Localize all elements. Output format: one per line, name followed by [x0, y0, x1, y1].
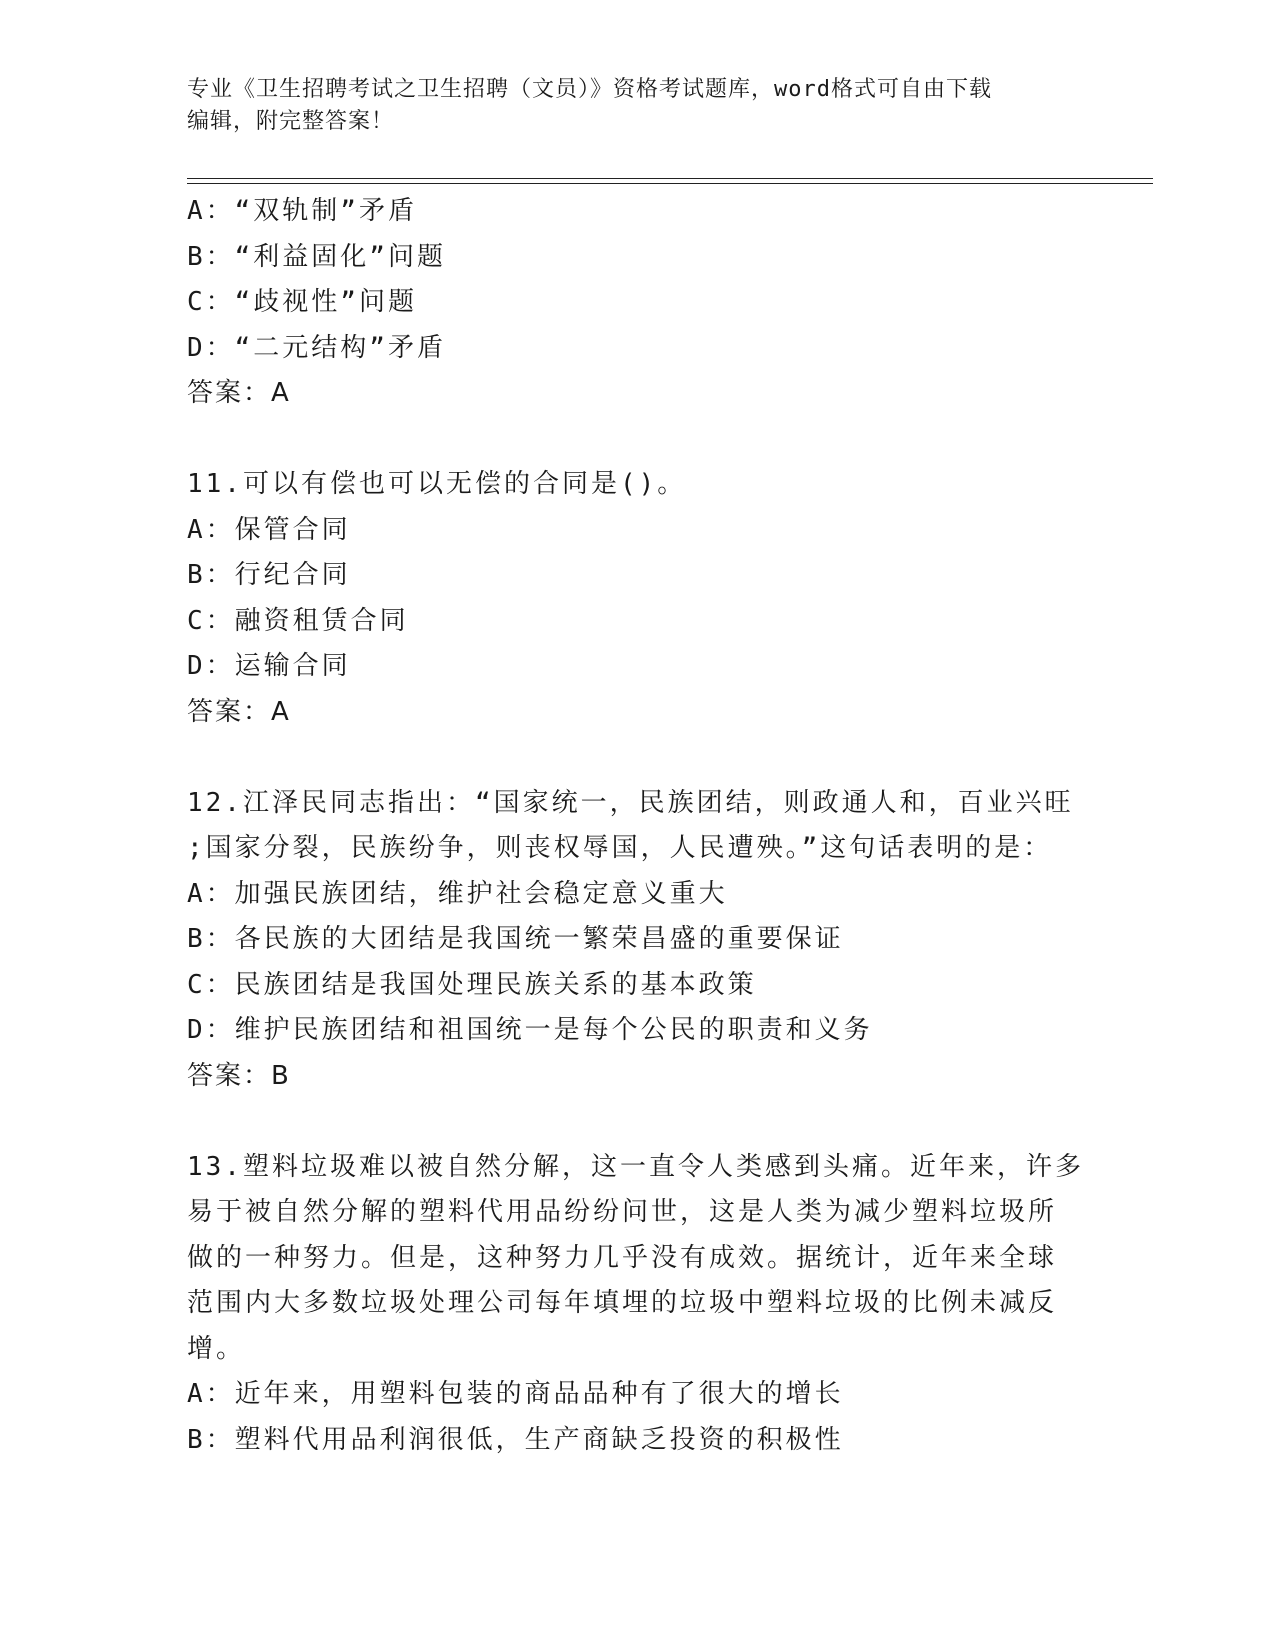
- question-stem-line: 11.可以有偿也可以无偿的合同是()。: [187, 469, 687, 499]
- question-stem-line: 易于被自然分解的塑料代用品纷纷问世，这是人类为减少塑料垃圾所: [187, 1197, 1058, 1227]
- option-c: C：融资租赁合同: [187, 605, 409, 636]
- question-13: [187, 1145, 1087, 1464]
- header-divider: [187, 178, 1153, 184]
- question-stem-line: 12.江泽民同志指出：“国家统一，民族团结，则政通人和，百业兴旺: [187, 787, 1074, 818]
- option-a: A：保管合同: [187, 514, 351, 545]
- question-stem-line: 增。: [187, 1333, 246, 1364]
- question-stem-line: ;国家分裂，民族纷争，则丧权辱国，人民遭殃。”这句话表明的是：: [187, 833, 1053, 863]
- question-stem-line: 范围内大多数垃圾处理公司每年填埋的垃圾中塑料垃圾的比例未减反: [187, 1288, 1058, 1318]
- question-stem-line: 13.塑料垃圾难以被自然分解，这一直令人类感到头痛。近年来，许多: [187, 1151, 1084, 1182]
- option-c: C：“歧视性”问题: [187, 287, 417, 317]
- option-c: C：民族团结是我国处理民族关系的基本政策: [187, 969, 757, 1000]
- option-a: A：“双轨制”矛盾: [187, 196, 417, 226]
- question-list: [187, 189, 1087, 1463]
- option-a: A：近年来，用塑料包装的商品品种有了很大的增长: [187, 1379, 844, 1409]
- answer-label: 答案：A: [187, 378, 291, 408]
- question-10: [187, 189, 1087, 417]
- option-b: B：行纪合同: [187, 560, 351, 590]
- document-header: [187, 74, 1087, 138]
- question-11: [187, 462, 1087, 735]
- answer-label: 答案：A: [187, 696, 291, 727]
- option-b: B：塑料代用品利润很低，生产商缺乏投资的积极性: [187, 1424, 844, 1455]
- option-b: B：各民族的大团结是我国统一繁荣昌盛的重要保证: [187, 924, 844, 954]
- header-line-2: 编辑，附完整答案！: [187, 109, 395, 134]
- header-line-1: 专业《卫生招聘考试之卫生招聘（文员）》资格考试题库，word格式可自由下载: [187, 77, 992, 102]
- question-stem-line: 做的一种努力。但是，这种努力几乎没有成效。据统计，近年来全球: [187, 1242, 1058, 1273]
- option-a: A：加强民族团结，维护社会稳定意义重大: [187, 878, 728, 909]
- question-12: [187, 781, 1087, 1100]
- option-d: D：运输合同: [187, 651, 351, 681]
- option-b: B：“利益固化”问题: [187, 241, 446, 272]
- option-d: D：“二元结构”矛盾: [187, 332, 446, 363]
- option-d: D：维护民族团结和祖国统一是每个公民的职责和义务: [187, 1015, 873, 1045]
- answer-label: 答案：B: [187, 1060, 291, 1091]
